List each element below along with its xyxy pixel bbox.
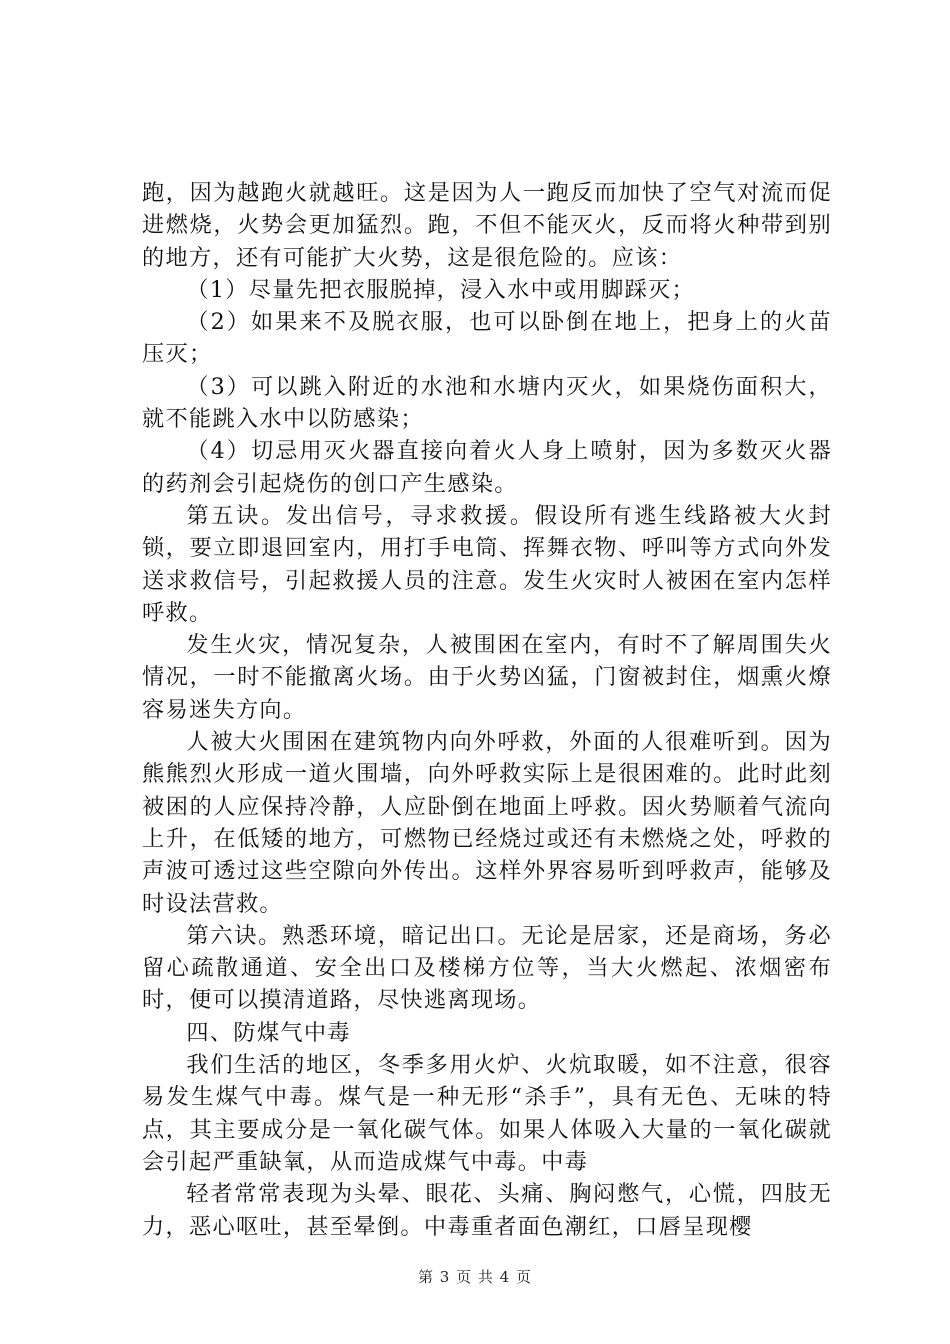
list-item-1: （1）尽量先把衣服脱掉，浸入水中或用脚踩灭； [186, 276, 696, 303]
paragraph-sixth-tip: 第六诀。熟悉环境，暗记出口。无论是居家，还是商场，务必留心疏散通道、安全出口及楼梯方位等，当大火燃起、浓烟密布时，便可以摸清道路，尽快逃离现场。 [142, 922, 832, 1014]
list-item-4: （4）切忌用灭火器直接向着火人身上喷射，因为多数灭火器的药剂会引起烧伤的创口产生感染。 [142, 438, 832, 497]
paragraph-running-hazard: 跑，因为越跑火就越旺。这是因为人一跑反而加快了空气对流而促进燃烧，火势会更加猛烈。跑，不但不能灭火，反而将火种带到别的地方，还有可能扩大火势，这是很危险的。应该： [142, 180, 832, 271]
document-body [142, 177, 832, 1243]
paragraph-gas-intro: 我们生活的地区，冬季多用火炉、火炕取暖，如不注意，很容易发生煤气中毒。煤气是一种无形“杀手”，具有无色、无味的特点，其主要成分是一氧化碳气体。如果人体吸入大量的一氧化碳就会引起严重缺氧，从而造成煤气中毒。中毒 [142, 1052, 832, 1175]
paragraph-fifth-tip: 第五诀。发出信号，寻求救援。假设所有逃生线路被大火封锁，要立即退回室内，用打手电筒、挥舞衣物、呼叫等方式向外发送求救信号，引起救援人员的注意。发生火灾时人被困在室内怎样呼救。 [142, 502, 832, 626]
list-item-3: （3）可以跳入附近的水池和水塘内灭火，如果烧伤面积大，就不能跳入水中以防感染； [142, 373, 832, 433]
page-footer: 第 3 页 共 4 页 [418, 1268, 532, 1286]
list-item-2: （2）如果来不及脱衣服，也可以卧倒在地上，把身上的火苗压灭； [142, 309, 832, 368]
paragraph-gas-symptoms: 轻者常常表现为头晕、眼花、头痛、胸闷憋气，心慌，四肢无力，恶心呕吐，甚至晕倒。中毒重者面色潮红，口唇呈现樱 [142, 1181, 832, 1240]
paragraph-calling-for-help: 人被大火围困在建筑物内向外呼救，外面的人很难听到。因为熊熊烈火形成一道火围墙，向外呼救实际上是很困难的。此时此刻被困的人应保持冷静，人应卧倒在地面上呼救。因火势顺着气流向上升，在低矮的地方，可燃物已经烧过或还有未燃烧之处，呼救的声波可透过这些空隙向外传出。这样外界容易听到呼救声，能够及时设法营救。 [142, 729, 832, 917]
section-heading-gas-poisoning: 四、防煤气中毒 [186, 1019, 351, 1046]
paragraph-fire-situation: 发生火灾，情况复杂，人被围困在室内，有时不了解周围失火情况，一时不能撤离火场。由于火势凶猛，门窗被封住，烟熏火燎容易迷失方向。 [142, 632, 832, 723]
